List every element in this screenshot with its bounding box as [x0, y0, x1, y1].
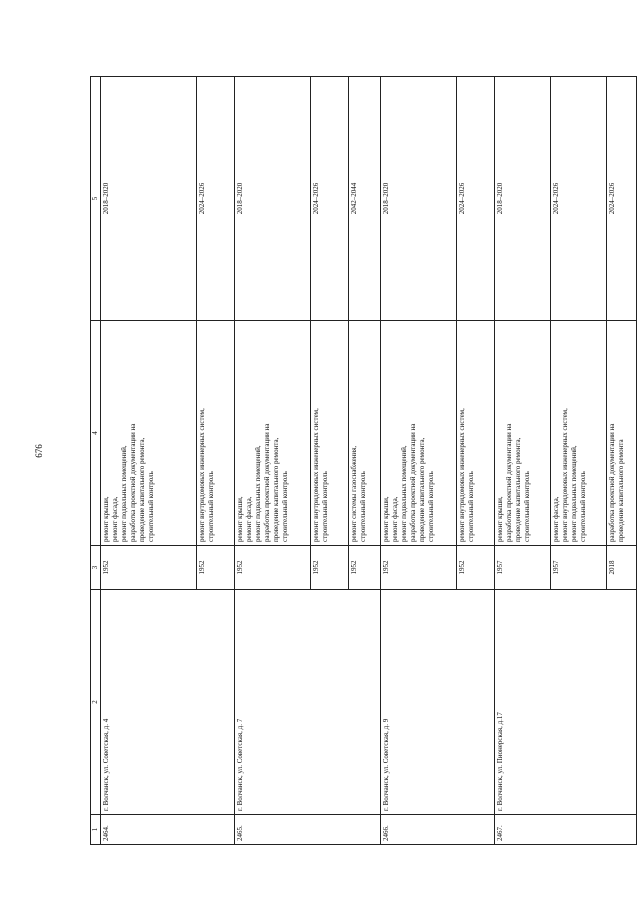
- cell-address: г. Волчанск, ул. Пионерская, д.17: [495, 590, 637, 815]
- work-line: строительный контроль: [206, 471, 215, 542]
- work-line: ремонт подвальных помещений,: [569, 445, 578, 542]
- cell-period: 2018–2020: [235, 77, 311, 321]
- table-row: [495, 77, 551, 845]
- cell-address: г. Волчанск, ул. Советская, д. 4: [101, 590, 235, 815]
- capital-repair-table: [90, 76, 637, 845]
- cell-address: г. Волчанск, ул. Советская, д. 9: [381, 590, 495, 815]
- cell-period: 2024–2026: [197, 77, 235, 321]
- work-line: ремонт системы газоснабжения,: [350, 445, 358, 542]
- cell-year: 2018: [607, 546, 637, 590]
- cell-year: 1952: [101, 546, 197, 590]
- cell-id: 2464.: [101, 815, 235, 845]
- work-line: проведение капитального ремонта,: [271, 437, 280, 542]
- work-line: строительный контроль: [146, 471, 155, 542]
- work-line: ремонт фасада,: [244, 496, 253, 542]
- table-container: [90, 77, 625, 845]
- header-col-4: 4: [91, 321, 101, 546]
- work-line: разработка проектной документации на: [608, 423, 616, 542]
- work-line: строительный контроль: [426, 471, 435, 542]
- table-row: [101, 77, 197, 845]
- cell-period: 2018–2020: [381, 77, 457, 321]
- work-line: проведение капитального ремонта,: [417, 437, 426, 542]
- cell-period: 2024–2026: [311, 77, 349, 321]
- work-line: ремонт подвальных помещений,: [399, 445, 408, 542]
- work-line: разработка проектной документации на: [504, 423, 513, 542]
- cell-year: 1957: [495, 546, 551, 590]
- work-line: ремонт крыши,: [102, 496, 110, 542]
- header-col-1: 1: [91, 815, 101, 845]
- page-number: 676: [34, 444, 44, 458]
- cell-works: [101, 321, 197, 546]
- cell-works: [349, 321, 381, 546]
- cell-period: 2042–2044: [349, 77, 381, 321]
- cell-works: [457, 321, 495, 546]
- cell-year: 1957: [551, 546, 607, 590]
- work-line: строительный контроль: [320, 471, 329, 542]
- header-col-2: 2: [91, 590, 101, 815]
- header-col-3: 3: [91, 546, 101, 590]
- cell-period: 2018–2020: [495, 77, 551, 321]
- cell-works: [381, 321, 457, 546]
- cell-period: 2018–2020: [101, 77, 197, 321]
- cell-year: 1952: [457, 546, 495, 590]
- work-line: ремонт подвальных помещений,: [119, 445, 128, 542]
- work-line: строительный контроль: [358, 471, 367, 542]
- work-line: ремонт внутридомовых инженерных систем,: [560, 408, 569, 542]
- work-line: ремонт подвальных помещений,: [253, 445, 262, 542]
- work-line: ремонт крыши,: [382, 496, 390, 542]
- work-line: ремонт фасада,: [390, 496, 399, 542]
- work-line: ремонт внутридомовых инженерных систем,: [198, 408, 206, 542]
- work-line: строительный контроль: [280, 471, 289, 542]
- work-line: строительный контроль: [522, 471, 531, 542]
- work-line: строительный контроль: [466, 471, 475, 542]
- work-line: ремонт внутридомовых инженерных систем,: [312, 408, 320, 542]
- table-row: [235, 77, 311, 845]
- cell-works: [197, 321, 235, 546]
- cell-works: [495, 321, 551, 546]
- work-line: проведение капитального ремонта,: [513, 437, 522, 542]
- work-line: разработка проектной документации на: [128, 423, 137, 542]
- cell-year: 1952: [235, 546, 311, 590]
- cell-period: 2024–2026: [607, 77, 637, 321]
- cell-id: 2467.: [495, 815, 637, 845]
- work-line: проведение капитального ремонта,: [137, 437, 146, 542]
- work-line: разработка проектной документации на: [262, 423, 271, 542]
- header-col-5: 5: [91, 77, 101, 321]
- header-row: [91, 77, 101, 845]
- work-line: ремонт крыши,: [496, 496, 504, 542]
- cell-year: 1952: [311, 546, 349, 590]
- cell-id: 2466.: [381, 815, 495, 845]
- cell-address: г. Волчанск, ул. Советская, д. 7: [235, 590, 381, 815]
- table-row: [381, 77, 457, 845]
- cell-period: 2024–2026: [457, 77, 495, 321]
- work-line: ремонт крыши,: [236, 496, 244, 542]
- work-line: проведение капитального ремонта: [616, 439, 625, 542]
- work-line: ремонт внутридомовых инженерных систем,: [458, 408, 466, 542]
- cell-year: 1952: [349, 546, 381, 590]
- cell-year: 1952: [381, 546, 457, 590]
- cell-works: [311, 321, 349, 546]
- cell-year: 1952: [197, 546, 235, 590]
- table-body: [101, 77, 637, 845]
- cell-period: 2024–2026: [551, 77, 607, 321]
- cell-id: 2465.: [235, 815, 381, 845]
- work-line: разработка проектной документации на: [408, 423, 417, 542]
- work-line: ремонт фасада,: [552, 496, 560, 542]
- cell-works: [235, 321, 311, 546]
- work-line: ремонт фасада,: [110, 496, 119, 542]
- cell-works: [551, 321, 607, 546]
- work-line: строительный контроль: [578, 471, 587, 542]
- cell-works: [607, 321, 637, 546]
